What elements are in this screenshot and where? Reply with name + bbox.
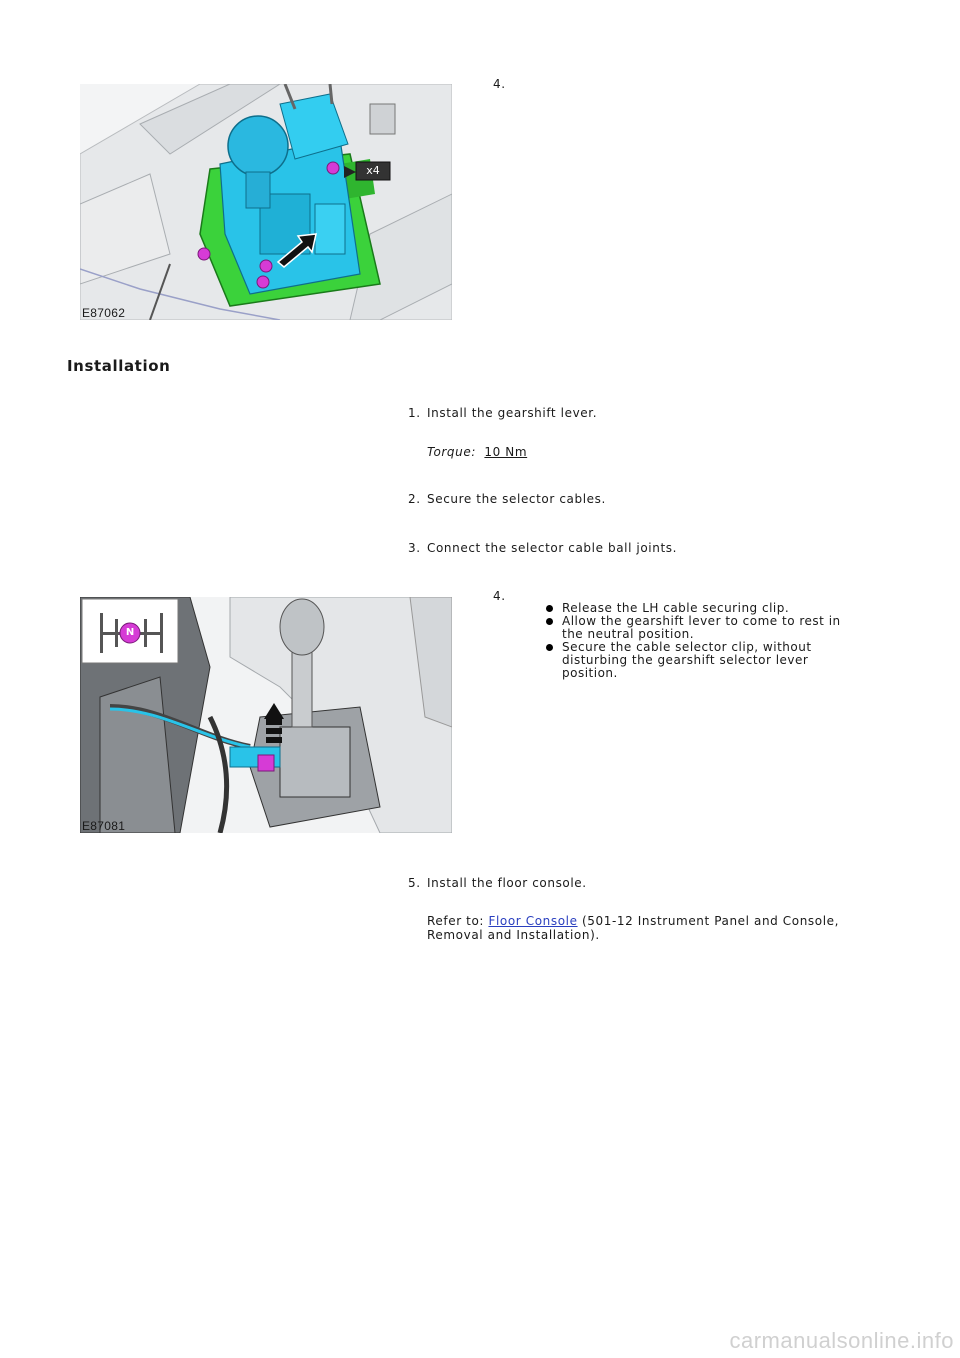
step-text: Connect the selector cable ball joints. (427, 541, 678, 555)
bullet-icon (546, 605, 553, 612)
refer-prefix: Refer to: (427, 914, 485, 928)
step-text: Install the floor console. (427, 876, 587, 890)
step-number: 4. (493, 77, 506, 91)
step-4-bullets (536, 602, 866, 680)
reference-text (427, 914, 867, 942)
step-text: Install the gearshift lever. (427, 406, 598, 420)
list-item: Secure the cable selector clip, without disturbing the gearshift selector lever position. (536, 641, 866, 680)
figure-label: E87062 (82, 306, 126, 320)
bullet-icon (546, 618, 553, 625)
floor-console-link[interactable]: Floor Console (488, 914, 578, 928)
gearshift-removal-illustration (80, 84, 452, 320)
inset-gear-letter: N (125, 627, 135, 638)
torque-value: 10 Nm (484, 445, 528, 459)
step-number: 2. (408, 492, 421, 506)
badge-x4: x4 (366, 164, 380, 177)
step-number: 5. (408, 876, 421, 890)
list-item: Allow the gearshift lever to come to rest in the neutral position. (536, 615, 866, 641)
list-item: Release the LH cable securing clip. (536, 602, 866, 615)
torque-spec (427, 445, 527, 459)
section-heading: Installation (67, 357, 171, 375)
step-number: 3. (408, 541, 421, 555)
figure-label: E87081 (82, 819, 126, 833)
figure-e87081 (80, 597, 452, 833)
step-number: 4. (493, 589, 506, 603)
step-text: Secure the selector cables. (427, 492, 606, 506)
refer-suffix: (501-12 Instrument Panel and Console, Removal and Installation). (427, 914, 840, 942)
torque-label: Torque: (427, 445, 476, 459)
bullet-icon (546, 644, 553, 651)
watermark: carmanualsonline.info (729, 1328, 954, 1353)
step-number: 1. (408, 406, 421, 420)
figure-e87062 (80, 84, 452, 320)
